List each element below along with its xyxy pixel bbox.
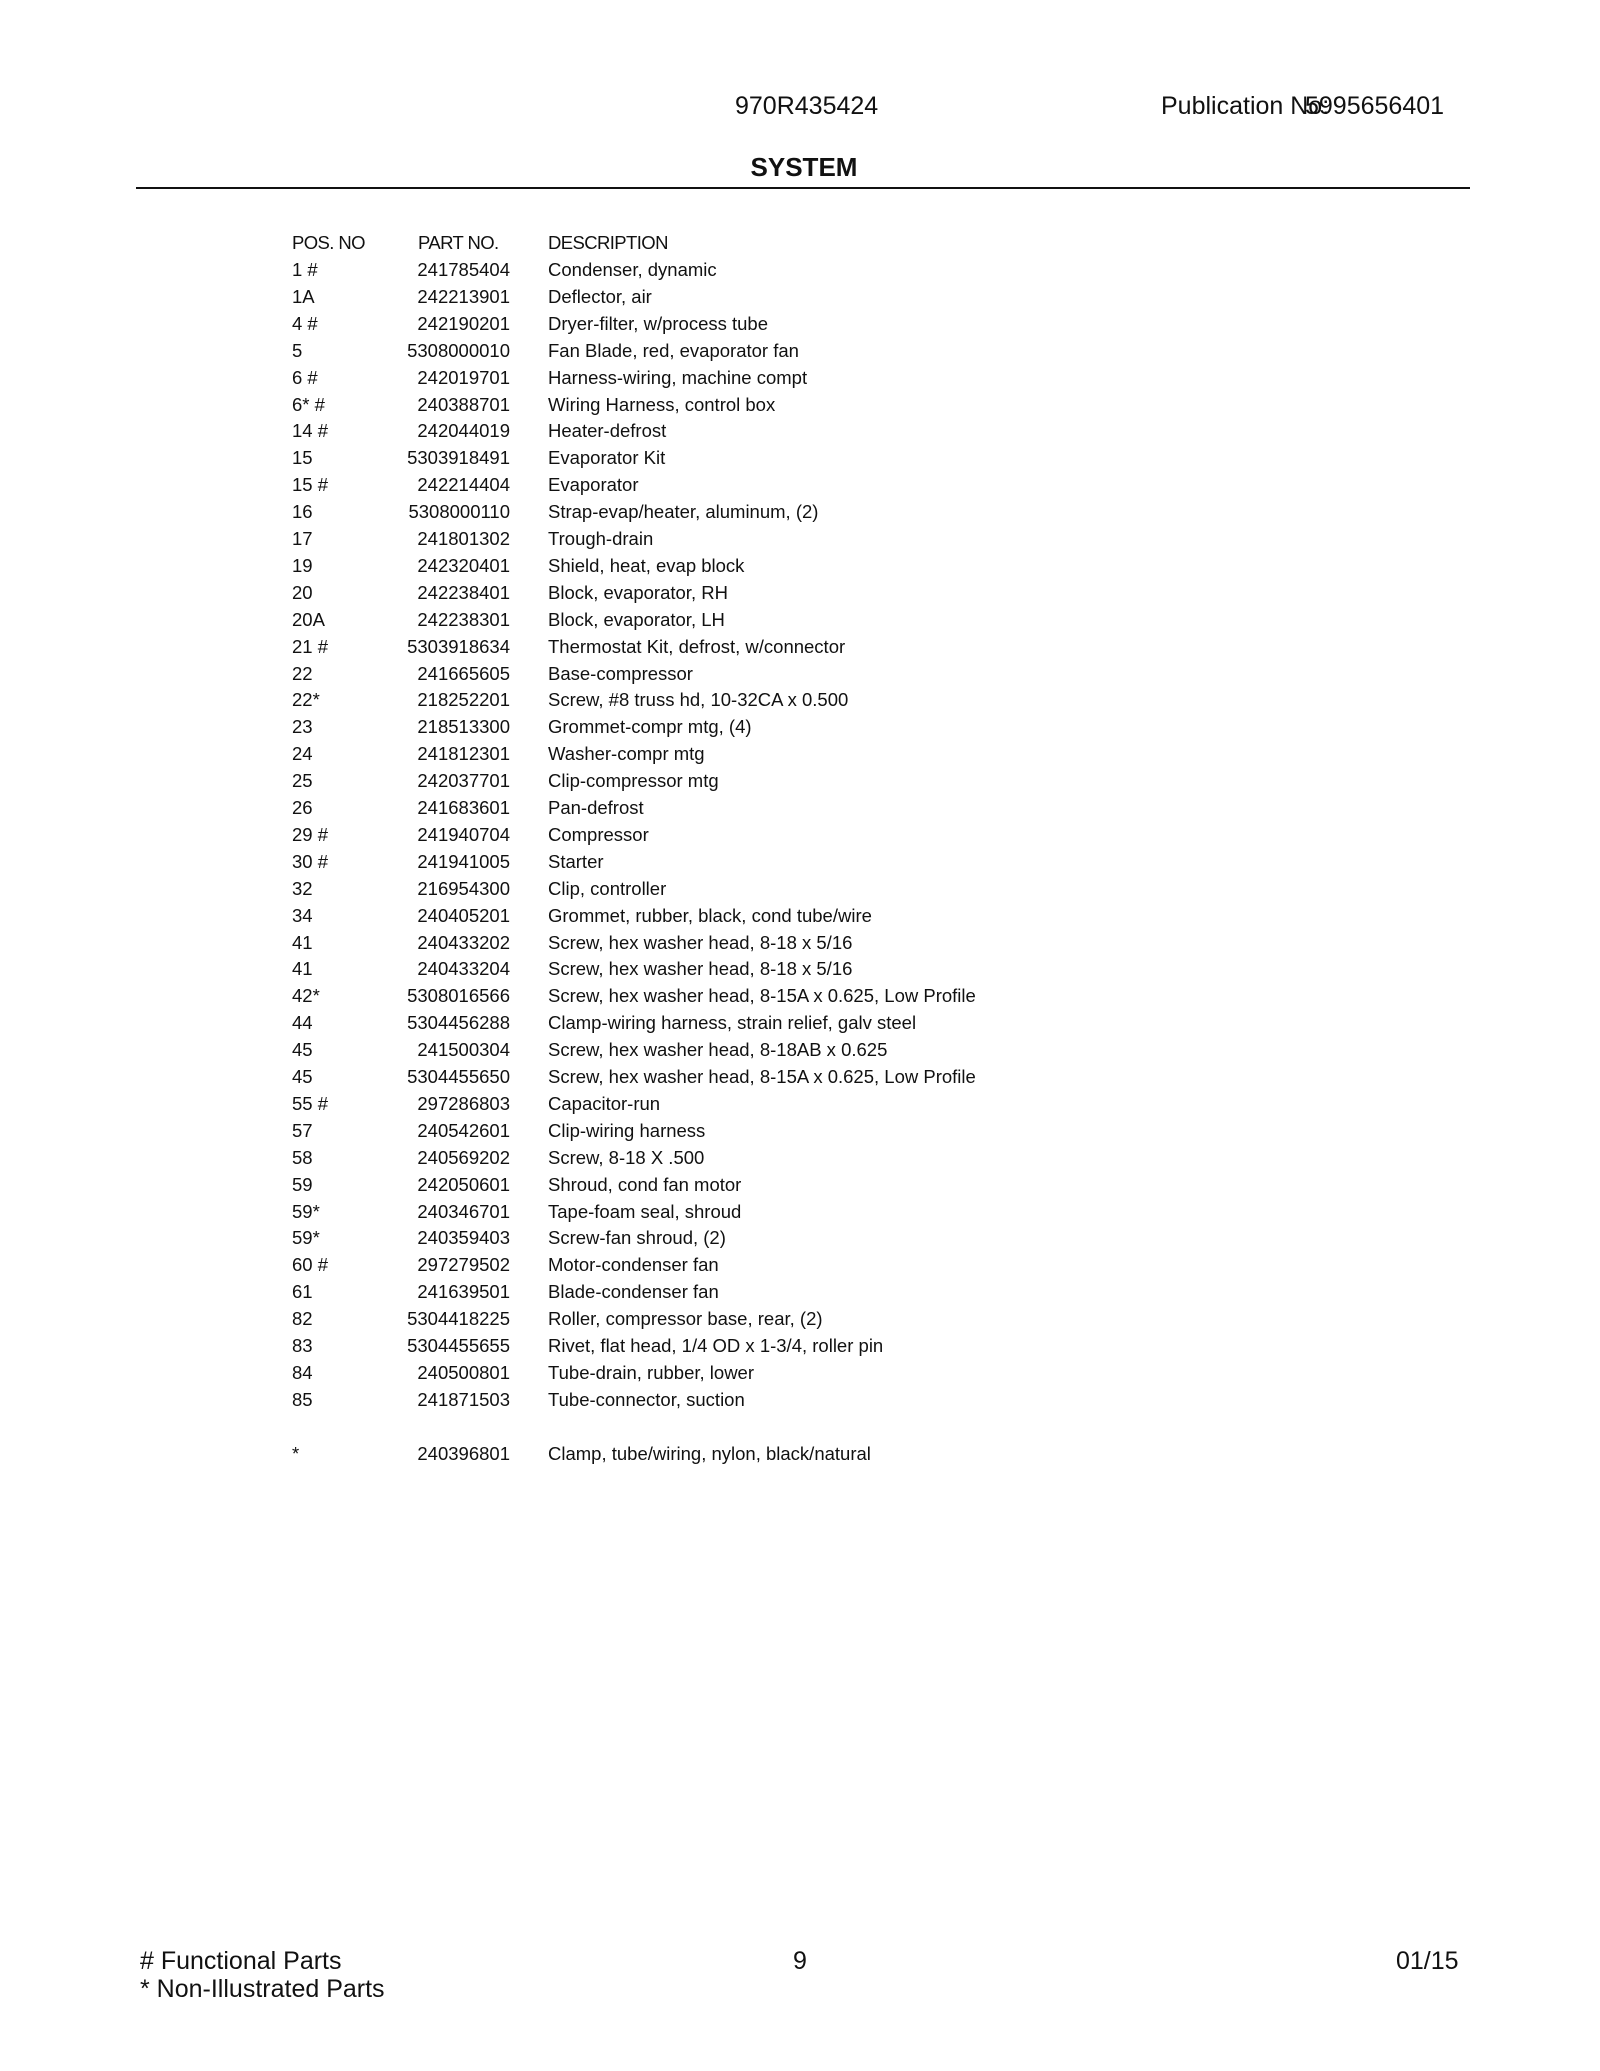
position-cell: 82 bbox=[292, 1308, 313, 1330]
position-cell: 21 # bbox=[292, 635, 329, 657]
position-cell: 42* bbox=[292, 985, 320, 1007]
header-divider bbox=[136, 187, 1470, 189]
position-cell: 45 bbox=[292, 1039, 313, 1061]
description-cell: Clamp-wiring harness, strain relief, galv steel bbox=[548, 1012, 917, 1034]
part-number-cell: 297279502 bbox=[417, 1254, 510, 1276]
part-number-cell: 240405201 bbox=[417, 904, 510, 926]
position-cell: 83 bbox=[292, 1335, 313, 1356]
description-cell: Fan Blade, red, evaporator fan bbox=[548, 339, 799, 361]
section-title-text: SYSTEM bbox=[750, 152, 858, 182]
description-cell: Screw-fan shroud, (2) bbox=[548, 1227, 726, 1249]
part-number-cell: 242213901 bbox=[417, 285, 510, 307]
description-cell: Clip-compressor mtg bbox=[548, 770, 719, 792]
part-number-cell: 240388701 bbox=[417, 393, 510, 415]
position-cell: 23 bbox=[292, 716, 313, 738]
column-header-pos: POS. NO bbox=[292, 232, 365, 253]
part-number-cell: 240396801 bbox=[417, 1442, 510, 1464]
description-cell: Deflector, air bbox=[548, 285, 652, 307]
part-number-cell: 216954300 bbox=[417, 877, 510, 899]
description-cell: Condenser, dynamic bbox=[548, 259, 717, 280]
part-number-cell: 242190201 bbox=[417, 312, 510, 334]
publication-number: 5995656401 bbox=[1305, 92, 1445, 120]
position-cell: 41 bbox=[292, 931, 313, 953]
position-cell: 59* bbox=[292, 1200, 320, 1222]
position-cell: 84 bbox=[292, 1361, 313, 1383]
publication-date: 01/15 bbox=[1396, 1947, 1459, 1975]
part-number-cell: 5308000110 bbox=[408, 501, 510, 523]
part-number-cell: 5308016566 bbox=[407, 985, 510, 1007]
position-cell: 15 # bbox=[292, 474, 329, 496]
part-number-cell: 240433204 bbox=[417, 958, 510, 980]
part-number-cell: 5304418225 bbox=[407, 1308, 510, 1330]
part-number-cell: 218513300 bbox=[417, 716, 510, 738]
part-number-cell: 218252201 bbox=[417, 689, 510, 711]
position-cell: 5 bbox=[292, 339, 303, 361]
position-cell: 30 # bbox=[292, 850, 329, 872]
description-cell: Washer-compr mtg bbox=[548, 743, 705, 765]
description-cell: Compressor bbox=[548, 823, 649, 845]
part-number-cell: 5304455655 bbox=[407, 1335, 510, 1356]
section-title bbox=[0, 152, 1600, 183]
part-number-cell: 241812301 bbox=[417, 743, 510, 765]
description-cell: Screw, hex washer head, 8-18 x 5/16 bbox=[548, 931, 853, 953]
position-cell: 1 # bbox=[292, 259, 318, 280]
part-number-cell: 242037701 bbox=[417, 770, 510, 792]
part-number-cell: 5304456288 bbox=[407, 1012, 510, 1034]
description-cell: Motor-condenser fan bbox=[548, 1254, 719, 1276]
position-cell: 32 bbox=[292, 877, 313, 899]
publication-label: Publication No: bbox=[1161, 92, 1330, 120]
position-cell: 25 bbox=[292, 770, 313, 792]
part-number-cell: 5308000010 bbox=[407, 339, 510, 361]
part-number-cell: 240359403 bbox=[417, 1227, 510, 1249]
position-cell: 4 # bbox=[292, 312, 318, 334]
description-cell: Clip-wiring harness bbox=[548, 1119, 706, 1141]
position-cell: 29 # bbox=[292, 823, 329, 845]
position-cell: 16 bbox=[292, 501, 313, 523]
part-number-cell: 241941005 bbox=[417, 850, 510, 872]
part-number-cell: 5303918634 bbox=[407, 635, 510, 657]
position-cell: 41 bbox=[292, 958, 313, 980]
description-cell: Block, evaporator, RH bbox=[548, 581, 728, 603]
part-number-cell: 242050601 bbox=[417, 1173, 510, 1195]
part-number-cell: 242019701 bbox=[417, 366, 510, 388]
part-number-cell: 242238401 bbox=[417, 581, 510, 603]
part-number-cell: 242214404 bbox=[417, 474, 510, 496]
description-cell: Trough-drain bbox=[548, 528, 654, 549]
description-cell: Screw, hex washer head, 8-18AB x 0.625 bbox=[548, 1039, 888, 1061]
description-cell: Thermostat Kit, defrost, w/connector bbox=[548, 635, 846, 657]
position-cell: 60 # bbox=[292, 1254, 329, 1276]
position-cell: 15 bbox=[292, 447, 313, 469]
description-cell: Roller, compressor base, rear, (2) bbox=[548, 1308, 823, 1330]
part-number-cell: 297286803 bbox=[417, 1092, 510, 1114]
part-number-cell: 241785404 bbox=[417, 259, 510, 280]
description-cell: Clamp, tube/wiring, nylon, black/natural bbox=[548, 1442, 871, 1464]
part-number-cell: 241500304 bbox=[417, 1039, 510, 1061]
description-cell: Grommet, rubber, black, cond tube/wire bbox=[548, 904, 872, 926]
position-cell: 20 bbox=[292, 581, 313, 603]
column-header-description: DESCRIPTION bbox=[548, 232, 668, 253]
position-cell: 44 bbox=[292, 1012, 313, 1034]
description-cell: Screw, 8-18 X .500 bbox=[548, 1146, 705, 1168]
part-number-cell: 5303918491 bbox=[407, 447, 510, 469]
part-number-cell: 241683601 bbox=[417, 797, 510, 818]
description-cell: Heater-defrost bbox=[548, 420, 667, 442]
position-cell: 45 bbox=[292, 1066, 313, 1087]
description-cell: Tube-drain, rubber, lower bbox=[548, 1361, 755, 1383]
part-number-cell: 240542601 bbox=[417, 1119, 510, 1141]
position-cell: 22* bbox=[292, 689, 320, 711]
page-number: 9 bbox=[793, 1947, 807, 1975]
description-cell: Evaporator Kit bbox=[548, 447, 666, 469]
part-number-cell: 241665605 bbox=[417, 662, 510, 684]
description-cell: Screw, hex washer head, 8-15A x 0.625, Low Profile bbox=[548, 1066, 976, 1087]
part-number-cell: 240346701 bbox=[417, 1200, 510, 1222]
description-cell: Pan-defrost bbox=[548, 797, 644, 818]
part-number-cell: 5304455650 bbox=[407, 1066, 510, 1087]
description-cell: Grommet-compr mtg, (4) bbox=[548, 716, 752, 738]
position-cell: 58 bbox=[292, 1146, 313, 1168]
description-cell: Screw, #8 truss hd, 10-32CA x 0.500 bbox=[548, 689, 849, 711]
description-cell: Rivet, flat head, 1/4 OD x 1-3/4, roller pin bbox=[548, 1335, 884, 1356]
part-number-cell: 240569202 bbox=[417, 1146, 510, 1168]
position-cell: 6 # bbox=[292, 366, 318, 388]
description-cell: Screw, hex washer head, 8-18 x 5/16 bbox=[548, 958, 853, 980]
position-cell: 14 # bbox=[292, 420, 329, 442]
description-cell: Capacitor-run bbox=[548, 1092, 661, 1114]
position-cell: 22 bbox=[292, 662, 313, 684]
description-cell: Strap-evap/heater, aluminum, (2) bbox=[548, 501, 819, 523]
functional-parts-note: # Functional Parts bbox=[140, 1947, 342, 1975]
position-cell: 6* # bbox=[292, 393, 325, 415]
part-number-cell: 242320401 bbox=[417, 554, 510, 576]
position-cell: * bbox=[292, 1442, 300, 1464]
description-cell: Tape-foam seal, shroud bbox=[548, 1200, 742, 1222]
part-number-cell: 242044019 bbox=[417, 420, 510, 442]
position-cell: 55 # bbox=[292, 1092, 329, 1114]
description-cell: Shield, heat, evap block bbox=[548, 554, 745, 576]
part-number-cell: 241801302 bbox=[417, 528, 510, 549]
description-cell: Clip, controller bbox=[548, 877, 667, 899]
position-cell: 1A bbox=[292, 285, 315, 307]
description-cell: Shroud, cond fan motor bbox=[548, 1173, 742, 1195]
position-cell: 59* bbox=[292, 1227, 320, 1249]
model-number: 970R435424 bbox=[735, 92, 879, 120]
description-cell: Evaporator bbox=[548, 474, 639, 496]
column-header-part: PART NO. bbox=[418, 232, 499, 253]
position-cell: 26 bbox=[292, 797, 313, 818]
non-illustrated-parts-note: * Non-Illustrated Parts bbox=[140, 1975, 385, 2003]
part-number-cell: 240500801 bbox=[417, 1361, 510, 1383]
description-cell: Dryer-filter, w/process tube bbox=[548, 312, 769, 334]
position-cell: 57 bbox=[292, 1119, 313, 1141]
position-cell: 34 bbox=[292, 904, 313, 926]
position-cell: 20A bbox=[292, 608, 325, 630]
position-cell: 59 bbox=[292, 1173, 313, 1195]
part-number-cell: 241871503 bbox=[417, 1388, 510, 1410]
description-cell: Tube-connector, suction bbox=[548, 1388, 745, 1410]
description-cell: Starter bbox=[548, 850, 604, 872]
position-cell: 17 bbox=[292, 528, 313, 549]
description-cell: Harness-wiring, machine compt bbox=[548, 366, 808, 388]
description-cell: Screw, hex washer head, 8-15A x 0.625, Low Profile bbox=[548, 985, 976, 1007]
position-cell: 61 bbox=[292, 1281, 313, 1303]
part-number-cell: 241639501 bbox=[417, 1281, 510, 1303]
description-cell: Block, evaporator, LH bbox=[548, 608, 725, 630]
description-cell: Wiring Harness, control box bbox=[548, 393, 776, 415]
part-number-cell: 242238301 bbox=[417, 608, 510, 630]
part-number-cell: 240433202 bbox=[417, 931, 510, 953]
description-cell: Blade-condenser fan bbox=[548, 1281, 719, 1303]
position-cell: 24 bbox=[292, 743, 313, 765]
position-cell: 19 bbox=[292, 554, 313, 576]
part-number-cell: 241940704 bbox=[417, 823, 510, 845]
description-cell: Base-compressor bbox=[548, 662, 693, 684]
position-cell: 85 bbox=[292, 1388, 313, 1410]
